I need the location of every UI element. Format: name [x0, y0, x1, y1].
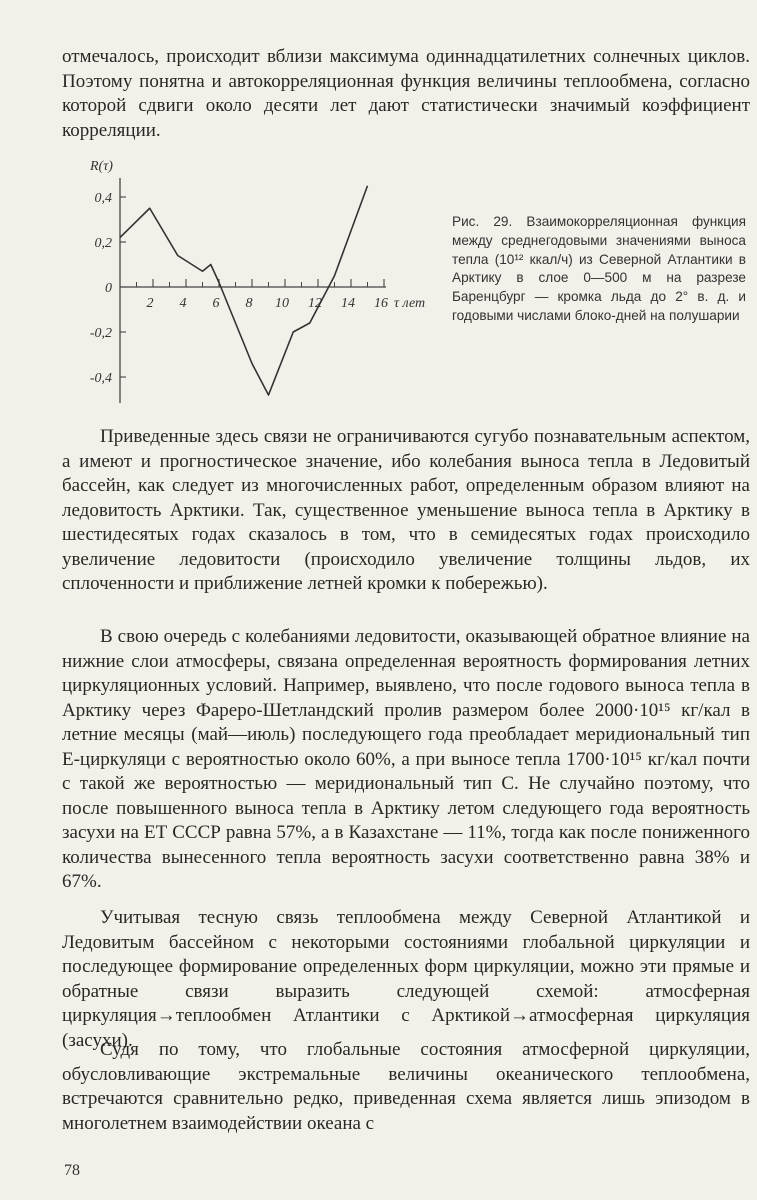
- x-tick-label: 14: [341, 296, 355, 311]
- series-line: [120, 186, 368, 395]
- paragraph-1: отмечалось, происходит вблизи максимума одиннадцатилетних солнечных циклов. Поэтому понятна и автокорреляционная функция величины теплообмена, согласно которой сдвиги около десяти лет дают статистически значимый коэффициент корреляции.: [62, 46, 750, 141]
- y-tick-label: -0,4: [89, 371, 112, 386]
- y-axis-label: R(τ): [90, 159, 113, 174]
- y-tick-label: 0,4: [94, 191, 112, 206]
- y-tick-label: 0: [105, 281, 112, 296]
- y-tick-label: 0,2: [94, 236, 112, 251]
- paragraph-4: Учитывая тесную связь теплообмена между Северной Атлантикой и Ледовитым бассейном с некоторыми состояниями глобальной циркуляции и последующее формирование определенных форм циркуляции, можно эти прямые и обратные связи выразить следующей схемой: атмосферная циркуляция→теплообмен Атлантики с Арктикой→атмосферная циркуляция (засухи).: [62, 907, 750, 1051]
- paragraph-2: Приведенные здесь связи не ограничиваются сугубо познавательным аспектом, а имеют и прогностическое значение, ибо колебания выноса тепла в Ледовитый бассейн, как следует из многочисленных работ, определенным образом влияют на ледовитость Арктики. Так, существенное уменьшение выноса тепла в Арктику в шестидесятых годах сказалось в том, что в семидесятых годах происходило увеличение ледовитости (происходило увеличение толщины льдов, их сплоченности и приближение летней кромки к побережью).: [62, 426, 750, 594]
- x-tick-label: 10: [275, 296, 289, 311]
- x-tick-label: 2: [146, 296, 154, 311]
- paragraph-5: Судя по тому, что глобальные состояния атмосферной циркуляции, обусловливающие экстремальные величины океанического теплообмена, встречаются сравнительно редко, приведенная схема является лишь эпизодом в многолетнем взаимодействии океана с: [62, 1039, 750, 1134]
- paragraph-3: В свою очередь с колебаниями ледовитости, оказывающей обратное влияние на нижние слои атмосферы, связана определенная вероятность формирования летних циркуляционных условий. Например, выявлено, что после годового выноса тепла в Арктику через Фареро-Шетландский пролив размером более 2000·10¹⁵ кг/кал в летние месяцы (май—июль) последующего года преобладает меридиональный тип Е-циркуляци с вероятностью около 60%, а при выносе тепла 1700·10¹⁵ кг/кал почти с такой же вероятностью — меридиональный тип С. Не случайно поэтому, что после повышенного выноса тепла в Арктику летом следующего года вероятность засухи на ЕТ СССР равна 57%, а в Казахстане — 11%, тогда как после пониженного количества вынесенного тепла вероятность засухи соответственно равна 38% и 67%.: [62, 626, 750, 892]
- figure-caption: Рис. 29. Взаимокорреляционная функция между среднегодовыми значениями выноса тепла (10¹² ккал/ч) из Северной Атлантики в Арктику в слое 0—500 м на разрезе Баренцбург — кромка льда до 2° в. д. и годовыми числами блоко-дней на полушарии: [452, 214, 746, 323]
- x-tick-label: 12: [308, 296, 322, 311]
- y-tick-label: -0,2: [89, 326, 112, 341]
- page-number: 78: [64, 1162, 80, 1179]
- x-tick-label: 4: [179, 296, 187, 311]
- correlation-chart: [60, 150, 455, 420]
- figure-29: [60, 150, 455, 420]
- x-axis-label: τ лет: [394, 296, 426, 311]
- x-tick-label: 6: [212, 296, 220, 311]
- x-tick-label: 16: [374, 296, 388, 311]
- x-tick-label: 8: [245, 296, 253, 311]
